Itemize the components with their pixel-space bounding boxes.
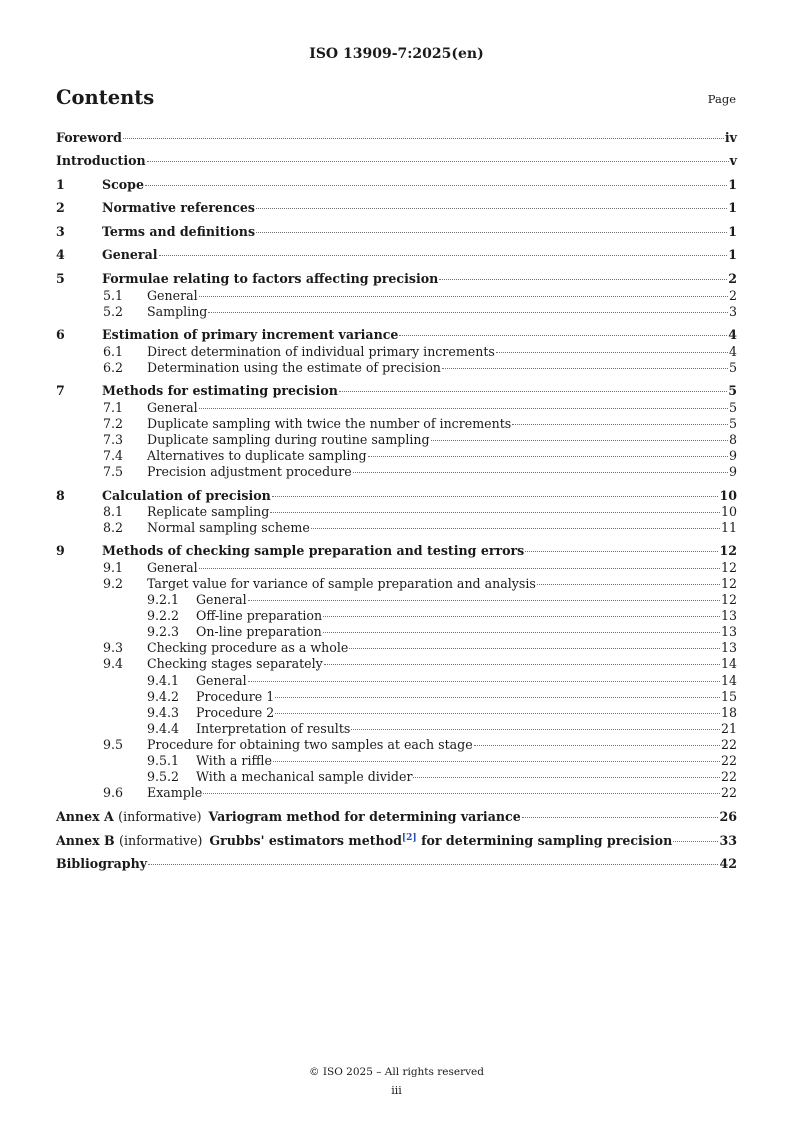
- toc-entry-page: 5: [728, 400, 737, 415]
- toc-entry-page: 2: [728, 288, 737, 303]
- toc-entry-title: Methods of checking sample preparation and testing errors: [102, 543, 525, 558]
- toc-entry-title: Foreword: [56, 130, 122, 145]
- toc-entry-number: 7.3: [103, 432, 124, 447]
- toc-entry-page: iv: [724, 130, 737, 145]
- dot-leader: [273, 761, 720, 762]
- toc-entry-9-5-1[interactable]: [56, 753, 737, 769]
- dot-leader: [148, 864, 718, 865]
- toc-entry-page: 42: [719, 856, 737, 871]
- toc-entry-foreword[interactable]: [56, 130, 737, 146]
- toc-entry-number: 9.5.2: [147, 769, 180, 784]
- toc-entry-title: Direct determination of individual primary increments: [147, 344, 495, 359]
- toc-entry-bibliography[interactable]: [56, 856, 737, 872]
- toc-entry-9-4-4[interactable]: [56, 721, 737, 737]
- toc-entry-clause-5[interactable]: [56, 271, 737, 287]
- toc-entry-number: 7.5: [103, 464, 124, 479]
- dot-leader: [123, 138, 724, 139]
- dot-leader: [256, 232, 727, 233]
- toc-entry-9-5-2[interactable]: [56, 769, 737, 785]
- toc-entry-number: 7.2: [103, 416, 124, 431]
- dot-leader: [275, 697, 720, 698]
- toc-entry-page: 5: [728, 383, 737, 398]
- toc-entry-page: 5: [728, 416, 737, 431]
- toc-entry-number: 5: [56, 271, 65, 286]
- toc-entry-title: General: [196, 592, 247, 607]
- dot-leader: [413, 777, 720, 778]
- toc-entry-title: Variogram method for determining variance: [208, 809, 521, 824]
- toc-entry-7-2[interactable]: [56, 416, 737, 432]
- contents-title: Contents: [56, 86, 155, 109]
- toc-entry-number: 9.1: [103, 560, 124, 575]
- toc-entry-annex-b[interactable]: [56, 833, 737, 849]
- toc-entry-title: Example: [147, 785, 203, 800]
- toc-entry-8-2[interactable]: [56, 520, 737, 536]
- dot-leader: [351, 729, 720, 730]
- toc-entry-5-1[interactable]: [56, 288, 737, 304]
- annex-type: (informative): [118, 809, 202, 824]
- toc-entry-title: Normative references: [102, 200, 256, 215]
- toc-entry-page: 4: [728, 327, 737, 342]
- toc-entry-page: 10: [719, 488, 737, 503]
- toc-entry-page: 12: [720, 592, 737, 607]
- toc-entry-5-2[interactable]: [56, 304, 737, 320]
- toc-entry-clause-6[interactable]: [56, 327, 737, 343]
- toc-entry-clause-4[interactable]: [56, 247, 737, 263]
- toc-entry-page: 14: [720, 656, 737, 671]
- toc-entry-page: 22: [720, 737, 737, 752]
- toc-entry-number: 8.2: [103, 520, 124, 535]
- dot-leader: [199, 296, 728, 297]
- bibliography-reference-link[interactable]: [2]: [401, 832, 417, 843]
- dot-leader: [323, 632, 720, 633]
- dot-leader: [147, 161, 729, 162]
- toc-entry-title: Interpretation of results: [196, 721, 351, 736]
- toc-entry-title: Scope: [102, 177, 144, 192]
- toc-entry-title: Formulae relating to factors affecting precision: [102, 271, 439, 286]
- dot-leader: [159, 255, 728, 256]
- dot-leader: [368, 456, 728, 457]
- toc-entry-page: 12: [720, 560, 737, 575]
- toc-entry-8-1[interactable]: [56, 504, 737, 520]
- toc-entry-page: 1: [728, 200, 737, 215]
- toc-entry-number: 9.4.4: [147, 721, 180, 736]
- copyright-footer: © ISO 2025 – All rights reserved: [309, 1066, 484, 1078]
- toc-entry-page: 3: [728, 304, 737, 319]
- toc-entry-title: Bibliography: [56, 856, 148, 871]
- toc-entry-page: 5: [728, 360, 737, 375]
- toc-entry-number: Annex B: [56, 833, 115, 848]
- toc-entry-number: 2: [56, 200, 65, 215]
- dot-leader: [474, 745, 720, 746]
- toc-entry-title: Off-line preparation: [196, 608, 323, 623]
- toc-entry-7-5[interactable]: [56, 464, 737, 480]
- toc-entry-title: Procedure 1: [196, 689, 275, 704]
- dot-leader: [199, 568, 720, 569]
- toc-entry-page: 11: [720, 520, 737, 535]
- toc-entry-title: On-line preparation: [196, 624, 322, 639]
- dot-leader: [208, 312, 728, 313]
- dot-leader: [275, 713, 720, 714]
- dot-leader: [270, 512, 720, 513]
- toc-entry-clause-8[interactable]: [56, 488, 737, 504]
- toc-entry-9-2-2[interactable]: [56, 608, 737, 624]
- toc-entry-number: 8.1: [103, 504, 124, 519]
- toc-entry-9-2-1[interactable]: [56, 592, 737, 608]
- dot-leader: [349, 648, 720, 649]
- toc-entry-number: 1: [56, 177, 65, 192]
- toc-entry-title: Duplicate sampling during routine sampling: [147, 432, 430, 447]
- toc-entry-9-4-3[interactable]: [56, 705, 737, 721]
- dot-leader: [537, 584, 720, 585]
- page-column-label: Page: [707, 92, 736, 106]
- toc-entry-page: 8: [728, 432, 737, 447]
- toc-entry-page: 22: [720, 785, 737, 800]
- dot-leader: [496, 352, 728, 353]
- toc-entry-title: Terms and definitions: [102, 224, 256, 239]
- toc-entry-clause-7[interactable]: [56, 383, 737, 399]
- toc-entry-6-2[interactable]: [56, 360, 737, 376]
- toc-entry-number: 9: [56, 543, 65, 558]
- dot-leader: [673, 841, 718, 842]
- dot-leader: [339, 391, 727, 392]
- dot-leader: [323, 616, 720, 617]
- toc-entry-title: General: [196, 673, 247, 688]
- toc-entry-9-2-3[interactable]: [56, 624, 737, 640]
- toc-entry-9-4-2[interactable]: [56, 689, 737, 705]
- toc-entry-title: Procedure for obtaining two samples at each stage: [147, 737, 473, 752]
- toc-entry-number: 4: [56, 247, 65, 262]
- page-number: iii: [391, 1084, 402, 1097]
- annex-type: (informative): [119, 833, 203, 848]
- toc-entry-number: 5.2: [103, 304, 124, 319]
- toc-entry-page: 12: [719, 543, 737, 558]
- toc-entry-number: 9.2.2: [147, 608, 180, 623]
- toc-entry-page: 1: [728, 247, 737, 262]
- dot-leader: [442, 368, 728, 369]
- toc-entry-page: 13: [720, 608, 737, 623]
- toc-entry-number: 9.4.3: [147, 705, 180, 720]
- dot-leader: [522, 817, 719, 818]
- toc-entry-page: 13: [720, 624, 737, 639]
- toc-entry-title: Normal sampling scheme: [147, 520, 310, 535]
- toc-entry-title: General: [102, 247, 158, 262]
- toc-entry-title: Duplicate sampling with twice the number of increments: [147, 416, 512, 431]
- dot-leader: [399, 335, 727, 336]
- dot-leader: [431, 440, 728, 441]
- dot-leader: [256, 208, 727, 209]
- toc-entry-7-1[interactable]: [56, 400, 737, 416]
- toc-entry-number: 9.4.2: [147, 689, 180, 704]
- toc-entry-title: [209, 833, 672, 849]
- toc-entry-page: 26: [719, 809, 737, 824]
- toc-entry-annex-a[interactable]: [56, 809, 737, 825]
- toc-entry-page: 1: [728, 224, 737, 239]
- toc-entry-clause-9[interactable]: [56, 543, 737, 559]
- toc-entry-clause-1[interactable]: [56, 177, 737, 193]
- toc-entry-title: Estimation of primary increment variance: [102, 327, 399, 342]
- toc-entry-page: 22: [720, 769, 737, 784]
- toc-entry-page: 15: [720, 689, 737, 704]
- toc-entry-title: Precision adjustment procedure: [147, 464, 352, 479]
- toc-entry-title: Introduction: [56, 153, 146, 168]
- toc-entry-9-2[interactable]: [56, 576, 737, 592]
- toc-entry-title: With a riffle: [196, 753, 272, 768]
- toc-entry-page: 22: [720, 753, 737, 768]
- dot-leader: [525, 551, 718, 552]
- toc-entry-number: 5.1: [103, 288, 124, 303]
- toc-entry-number: 9.5: [103, 737, 124, 752]
- toc-entry-title: Methods for estimating precision: [102, 383, 338, 398]
- toc-entry-introduction[interactable]: [56, 153, 737, 169]
- toc-entry-title-main: Grubbs' estimators method: [209, 833, 402, 848]
- toc-entry-7-4[interactable]: [56, 448, 737, 464]
- toc-entry-page: 10: [720, 504, 737, 519]
- toc-entry-number: 9.2.3: [147, 624, 180, 639]
- toc-entry-title: Replicate sampling: [147, 504, 270, 519]
- toc-entry-number: 7.4: [103, 448, 124, 463]
- toc-entry-page: 12: [720, 576, 737, 591]
- toc-entry-6-1[interactable]: [56, 344, 737, 360]
- toc-entry-page: v: [729, 153, 737, 168]
- dot-leader: [272, 496, 719, 497]
- dot-leader: [324, 664, 720, 665]
- document-header: ISO 13909-7:2025(en): [309, 46, 484, 62]
- toc-entry-number: 9.4.1: [147, 673, 180, 688]
- toc-entry-9-6[interactable]: [56, 785, 737, 801]
- toc-entry-9-1[interactable]: [56, 560, 737, 576]
- toc-entry-number: 6.1: [103, 344, 124, 359]
- toc-entry-number: Annex A: [56, 809, 114, 824]
- toc-entry-title: Procedure 2: [196, 705, 275, 720]
- toc-entry-title: Sampling: [147, 304, 208, 319]
- dot-leader: [203, 793, 720, 794]
- toc-entry-number: 9.4: [103, 656, 124, 671]
- toc-entry-number: 8: [56, 488, 65, 503]
- toc-entry-number: 6: [56, 327, 65, 342]
- toc-entry-page: 18: [720, 705, 737, 720]
- toc-entry-7-3[interactable]: [56, 432, 737, 448]
- toc-entry-9-5[interactable]: [56, 737, 737, 753]
- toc-entry-title: Checking stages separately: [147, 656, 323, 671]
- toc-entry-title: With a mechanical sample divider: [196, 769, 413, 784]
- toc-entry-page: 4: [728, 344, 737, 359]
- toc-entry-page: 14: [720, 673, 737, 688]
- toc-entry-9-4-1[interactable]: [56, 673, 737, 689]
- toc-entry-9-4[interactable]: [56, 656, 737, 672]
- toc-entry-number: 6.2: [103, 360, 124, 375]
- toc-entry-number: 9.2.1: [147, 592, 180, 607]
- toc-entry-number: 3: [56, 224, 65, 239]
- toc-entry-title: Checking procedure as a whole: [147, 640, 349, 655]
- dot-leader: [439, 279, 727, 280]
- toc-entry-page: 21: [720, 721, 737, 736]
- toc-entry-page: 1: [728, 177, 737, 192]
- dot-leader: [512, 424, 728, 425]
- toc-entry-page: 13: [720, 640, 737, 655]
- toc-entry-title: Alternatives to duplicate sampling: [147, 448, 367, 463]
- toc-entry-number: 7.1: [103, 400, 124, 415]
- toc-entry-page: 2: [728, 271, 737, 286]
- dot-leader: [248, 600, 720, 601]
- dot-leader: [311, 528, 720, 529]
- toc-entry-page: 9: [728, 464, 737, 479]
- toc-entry-page: 9: [728, 448, 737, 463]
- toc-entry-clause-2[interactable]: [56, 200, 737, 216]
- dot-leader: [199, 408, 728, 409]
- toc-entry-title: General: [147, 560, 198, 575]
- toc-entry-title: General: [147, 400, 198, 415]
- toc-entry-number: 9.6: [103, 785, 124, 800]
- toc-entry-page: 33: [719, 833, 737, 848]
- toc-entry-number: 9.3: [103, 640, 124, 655]
- toc-entry-title: Target value for variance of sample preparation and analysis: [147, 576, 536, 591]
- dot-leader: [145, 185, 727, 186]
- toc-entry-number: 9.2: [103, 576, 124, 591]
- toc-entry-9-3[interactable]: [56, 640, 737, 656]
- dot-leader: [353, 472, 728, 473]
- toc-entry-number: 7: [56, 383, 65, 398]
- toc-entry-number: 9.5.1: [147, 753, 180, 768]
- dot-leader: [248, 681, 720, 682]
- toc-entry-clause-3[interactable]: [56, 224, 737, 240]
- toc-entry-title: Calculation of precision: [102, 488, 271, 503]
- toc-entry-title: Determination using the estimate of precision: [147, 360, 441, 375]
- toc-entry-title-suffix: for determining sampling precision: [416, 833, 673, 848]
- toc-entry-title: General: [147, 288, 198, 303]
